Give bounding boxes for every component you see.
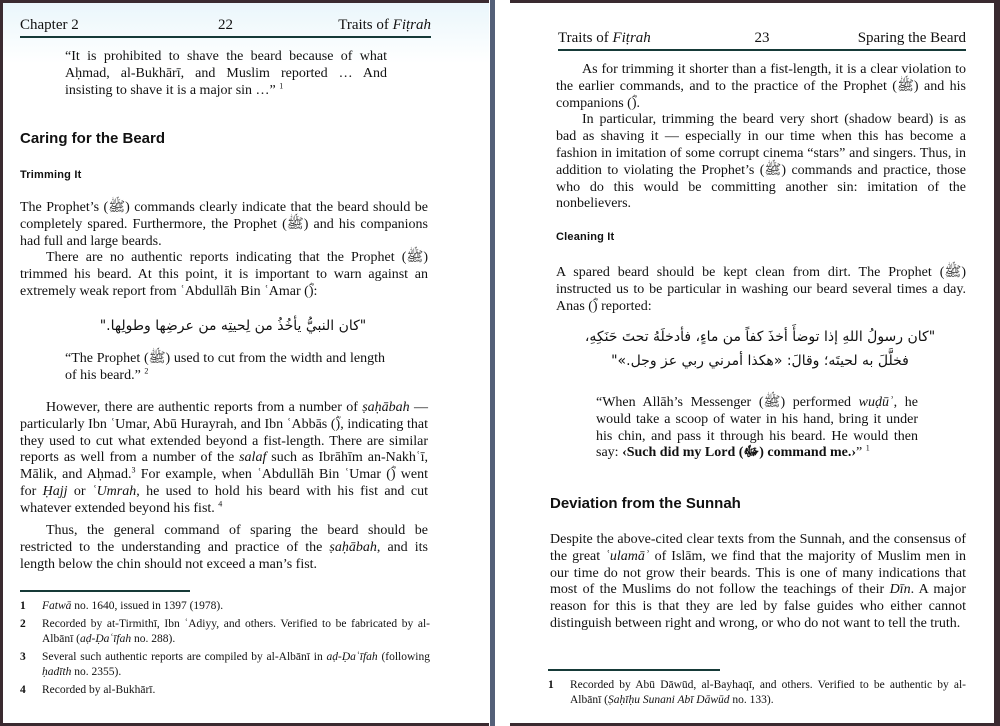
chapter-label: Chapter 2 [20,17,79,33]
text-run: , and its length below the chin should not exceed a man’s fist. [20,539,429,572]
opening-quote-text: “It is prohibited to shave the beard because of what Aḥmad, al-Bukhārī, and Muslim reported … And insisting to shave it is a major sin …” [65,49,387,98]
paragraph [556,62,966,213]
text-run: . A major reason for this is that they are led by false guides who either cannot distinguish between right and wrong, or who do not want to tell the truth. [550,582,966,631]
book-title-italic: Fiṭrah [612,30,651,46]
translation-quote [65,351,385,385]
paragraph-text: The Prophet’s (ﷺ) commands clearly indicate that the beard should be completely spared. Furthermore, the Prophet (ﷺ) and his companions had full and large beards. [20,200,428,249]
text-run: of Islām, we find that the majority of Muslim men in our time do not grow their beards. This is one of many indications that most of the Muslims do not follow the teachings of their [550,548,966,598]
footnote-text [42,599,430,614]
text-run: Recorded by at-Tirmithī, Ibn ʿAdiyy, and others. Verified to be fabricated by al-Albānī ( [42,618,430,645]
footnote-number: 1 [548,679,554,691]
right-page [510,3,994,723]
arabic-quote: "كان النبيُّ يأخُذُ من لِحيتِه من عرضِها وطولِها." [99,318,367,334]
footnote [548,678,966,708]
text-run: no. 133). [729,694,774,706]
text-run: no. 1640, issued in 1397 (1978). [71,600,224,612]
bold-quote: ‹Such did my Lord (ﷻ) command me.› [622,445,857,461]
footnote-rule [548,669,720,671]
paragraph [20,523,428,573]
italic-term: salaf [239,450,267,466]
italic-term: ʿUmrah [91,483,137,499]
footnote [20,650,430,680]
footnote-number: 4 [20,684,26,696]
running-head-right [558,30,966,51]
paragraph-text: There are no authentic reports indicating that the Prophet (ﷺ) trimmed his beard. At this point, it is important to warn against an extremely weak report from ʿAbdullāh Bin ʿAmar (ؓ): [20,250,428,299]
text-run: However, there are authentic reports from a number of [46,400,363,415]
footnote-text [42,650,430,680]
book-title [338,17,431,34]
text-run: Several such authentic reports are compiled by al-Albānī in [42,651,327,663]
footnotes [20,599,430,701]
italic-term: ʿulamāʾ [605,548,650,564]
italic-term: ṣaḥābah [329,539,377,555]
book-title-prefix: Traits of [338,17,393,33]
text-run: , he would take a scoop of water in his hand, bring it under his chin, and pass it through his beard. He would then say: [596,395,919,461]
footnote [20,683,430,698]
footnote [20,617,430,647]
text-run: or [67,483,92,499]
text-run: , he used to hold his beard with his fist and cut whatever extended beyond his fist. [20,483,428,516]
italic-term: Dīn [889,582,911,598]
paragraph [20,200,428,301]
section-heading: Caring for the Beard [20,130,166,147]
italic-term: Fatwā [42,600,72,612]
paragraph-text: In particular, trimming the beard very short (shadow beard) is as bad as shaving it — especially in our time when this has become a fashion in imitation of some corrupt cinema “stars” and singers. Thus, in addition to violating the Prophet’s (ﷺ) commands and practice, those who do this would be committing another sin: imitation of the nonbelievers. [556,112,966,212]
arabic-line: "كان رسولُ اللهِ إذا توضأَ أخذَ كفاً من ماءٍ، فأدخلَهُ تحتَ حَنَكِهِ، [584,329,936,345]
italic-term: ḥadīth [42,666,72,678]
book-title [558,30,651,47]
footnote-text [570,678,966,708]
footnote-ref: 3 [131,465,136,475]
footnote [20,599,430,614]
footnote-number: 1 [20,600,26,612]
italic-term: wuḍūʾ [858,395,894,410]
book-title-italic: Fiṭrah [392,17,431,33]
footnote-number: 3 [20,651,26,663]
text-run: Recorded by Abū Dāwūd, al-Bayhaqī, and others. Verified to be authentic by al-Albānī ( [570,679,966,706]
footnote-rule [20,590,190,592]
paragraph-text: As for trimming it shorter than a fist-length, it is a clear violation to the earlier commands, and to the practice of the Prophet (ﷺ) and his companions (ؓ). [556,62,966,111]
section-label: Sparing the Beard [857,30,966,46]
text-run: For example, when ʿAbdullāh Bin ʿUmar (ؓ) went for [20,467,428,499]
footnote-ref: 2 [144,366,149,376]
text-run: (following [377,651,430,663]
subheading: Cleaning It [556,231,615,243]
text-run: Thus, the general command of sparing the beard should be restricted to the understanding and practice of the [20,523,428,555]
book-spine [490,0,495,726]
footnote-text: Recorded by al-Bukhārī. [42,684,156,696]
arabic-line: فخلَّلَ به لحيتَه؛ وقالَ: «هكذا أمرني ربي عز وجل.»" [611,353,909,369]
paragraph [550,532,966,633]
book-title-prefix: Traits of [558,30,613,46]
text-run: Despite the above-cited clear texts from the Sunnah, and the consensus of the great [550,532,966,564]
italic-term: Ḥajj [42,483,68,499]
text-run: such as Ibrāhīm an-Nakhʿī, Mālik, and Aḥmad. [20,450,428,483]
running-head-left [20,17,431,38]
italic-term: aḍ-Ḍaʿīfah [326,651,378,663]
text-run: no. 2355). [71,666,122,678]
page-number: 22 [218,17,233,33]
paragraph [20,400,428,518]
translation-text: “The Prophet (ﷺ) used to cut from the width and length of his beard.” [65,351,385,383]
opening-quote [65,49,387,99]
text-run: no. 288). [131,633,176,645]
translation-quote [596,395,918,462]
paragraph: A spared beard should be kept clean from dirt. The Prophet (ﷺ) instructed us to be particular in washing our beard several times a day. Anas (ؓ) reported: [556,265,966,314]
footnote-ref: 1 [279,80,284,90]
page-number: 23 [754,30,770,46]
text-run: — particularly Ibn ʿUmar, Abū Hurayrah, and Ibn ʿAbbās (ؓ), indicating that they used to cut what extended beyond a fist-length. There are similar reports as well from a number of the [20,400,428,466]
arabic-quote [570,325,950,373]
footnote-ref: 4 [218,499,223,509]
footnote-number: 2 [20,618,26,630]
subheading: Trimming It [20,169,82,181]
left-page [3,3,489,723]
italic-term: ṣaḥābah [362,400,410,415]
italic-term: Ṣaḥīḥu Sunani Abī Dāwūd [608,694,730,706]
section-heading: Deviation from the Sunnah [550,495,741,512]
text-run: ” [856,445,863,461]
footnote-text [42,617,430,647]
footnote-ref: 1 [865,443,870,453]
text-run: “When Allāh’s Messenger (ﷺ) performed [596,395,859,410]
footnotes [548,678,966,711]
italic-term: aḍ-Ḍaʿīfah [80,633,132,645]
